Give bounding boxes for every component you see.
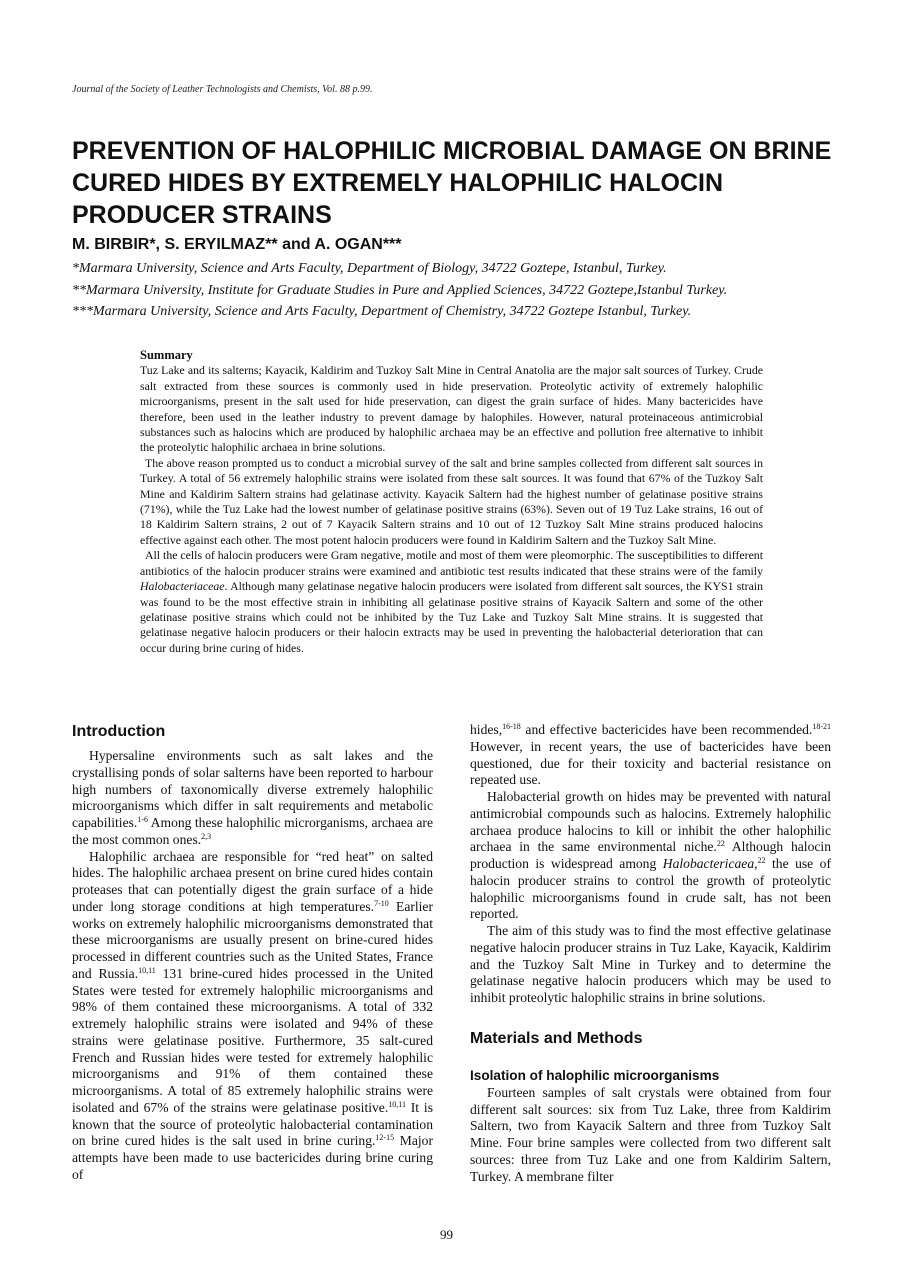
right-column [470,722,831,1185]
article-title: PREVENTION OF HALOPHILIC MICROBIAL DAMAGE ON BRINE CURED HIDES BY EXTREMELY HALOPHILIC HALOCIN PRODUCER STRAINS [72,137,832,229]
authors: M. BIRBIR*, S. ERYILMAZ** and A. OGAN*** [72,236,402,253]
summary-paragraph: The above reason prompted us to conduct a microbial survey of the salt and brine samples collected from different salt sources in Turkey. A total of 56 extremely halophilic strains were isolated from these salt sources. It was found that 67% of the Tuzkoy Salt Mine and Kaldirim Saltern strains had gelatinase activity. Kayacik Saltern had the highest number of gelatinase positive strains (71%), while the Tuz Lake had the lowest number of gelatinase positive strains (63%). Seven out of 19 Tuz Lake strains, 16 out of 18 Kaldirim Saltern strains, 2 out of 7 Kayacik Saltern strains and 10 out of 12 Tuzkoy Salt Mine strains produced halocins effective against each other. The most potent halocin producers were found in Kaldirim Saltern and the Tuzkoy Salt Mine. [140,455,763,547]
affiliation-3: ***Marmara University, Science and Arts Faculty, Department of Chemistry, 34722 Goztepe Istanbul, Turkey. [72,304,692,319]
materials-methods-heading: Materials and Methods [470,1029,643,1047]
summary-section [140,348,763,656]
summary-paragraph: Tuz Lake and its salterns; Kayacik, Kaldirim and Tuzkoy Salt Mine in Central Anatolia are the major salt sources of Turkey. Crude salt extracted from these sources is commonly used in hide preservation. Proteolytic activity of extremely halophilic microorganisms, present in the salt used for hide preservation, can digest the grain surface of hides. Many bactericides have therefore, been used in the leather industry to prevent damage by halophiles. However, natural proteinaceous antimicrobial substances such as halocins which are produced by halophilic archaea may be an effective and pollution free alternative to inhibit the proteolytic halophilic archaea in brine solutions. [140,363,763,455]
affiliation-2: **Marmara University, Institute for Graduate Studies in Pure and Applied Sciences, 34722 Goztepe,Istanbul Turkey. [72,283,728,298]
summary-heading: Summary [140,348,193,362]
left-column [72,722,433,1184]
body-paragraph: Halophilic archaea are responsible for “red heat” on salted hides. The halophilic archaea present on brine cured hides contain proteases that can potentially digest the grain surface of a hide under long storage conditions at high temperatures.$^{7-10}$ Earlier works on extremely halophilic microorganisms demonstrated that these microorganisms are usually present on brine-cured hides processed in different countries such as the United States, France and Russia.$^{10,11}$ 131 brine-cured hides processed in the United States were tested for extremely halophilic microorganisms and 98% of them contained these microorganisms. A total of 332 extremely halophilic strains were isolated and 94% of these strains were gelatinase positive. Furthermore, 35 salt-cured French and Russian hides were tested for extremely halophilic microorganisms and 91% of them contained these microorganisms. A total of 85 extremely halophilic strains were isolated and 67% of the strains were gelatinase positive.$^{10,11}$ It is known that the source of proteolytic halobacterial contamination on brine cured hides is the salt used in brine curing.$^{12-15}$ Major attempts have been made to use bactericides during brine curing of [72,848,434,1182]
affiliation-1: *Marmara University, Science and Arts Faculty, Department of Biology, 34722 Goztepe, Istanbul, Turkey. [72,261,667,276]
body-paragraph: Halobacterial growth on hides may be prevented with natural antimicrobial compounds such as halocins. Extremely halophilic archaea produce halocins to kill or inhibit the other halophilic archaea in the same environmental niche.$^{22}$ Although halocin production is widespread among Halobactericaea,$^{22}$ the use of halocin producer strains to control the growth of proteolytic halophilic microorganisms found in crude salt, has not been reported. [470,789,831,922]
body-paragraph: Hypersaline environments such as salt lakes and the crystallising ponds of solar salterns have been reported to harbour high numbers of taxonomically diverse extremely halophilic microorganisms which differ in salt requirements and metabolic capabilities.$^{1-6}$ Among these halophilic microrganisms, archaea are the most common ones.$^{2,3}$ [72,748,433,847]
body-paragraph: Fourteen samples of salt crystals were obtained from four different salt sources: six from Tuz Lake, three from Kaldirim Saltern, two from Kayacik Saltern and three from Tuzkoy Salt Mine. Four brine samples were collected from two different salt sources: three from Tuz Lake and one from Kaldirim Saltern, Turkey. A membrane filter [470,1084,831,1184]
journal-citation: Journal of the Society of Leather Technologists and Chemists, Vol. 88 p.99. [72,84,373,95]
body-paragraph: hides,$^{16-18}$ and effective bactericides have been recommended.$^{18-21}$ However, in recent years, the use of bactericides have been questioned, due for their toxicity and bacterial resistance on repeated use. [470,722,831,788]
summary-paragraph: All the cells of halocin producers were Gram negative, motile and most of them were pleomorphic. The susceptibilities to different antibiotics of the halocin producer strains were examined and antibiotic test results indicated that these strains were of the family Halobacteriaceae. Although many gelatinase negative halocin producers were isolated from different salt sources, the KYS1 strain was found to be the most effective strain in inhibiting all gelatinase positive strains of Kayacik Saltern and some of the other gelatinase positive strains which could not be inhibited by the Tuz Lake and Tuzkoy Salt Mine strains. It is suggested that gelatinase negative halocin producers or their halocin extracts may be used in preventing the halobacterial deterioration that can occur during brine curing of hides. [140,548,763,655]
page-number: 99 [440,1227,453,1242]
body-paragraph: The aim of this study was to find the most effective gelatinase negative halocin producer strains in Tuz Lake, Kayacik, Kaldirim and the Tuzkoy Salt Mine in Turkey and to determine the gelatinase negative halocin producers which may be used to inhibit proteolytic halophilic strains in brine solutions. [470,923,831,1005]
isolation-subheading: Isolation of halophilic microorganisms [470,1067,720,1083]
introduction-heading: Introduction [72,723,166,740]
